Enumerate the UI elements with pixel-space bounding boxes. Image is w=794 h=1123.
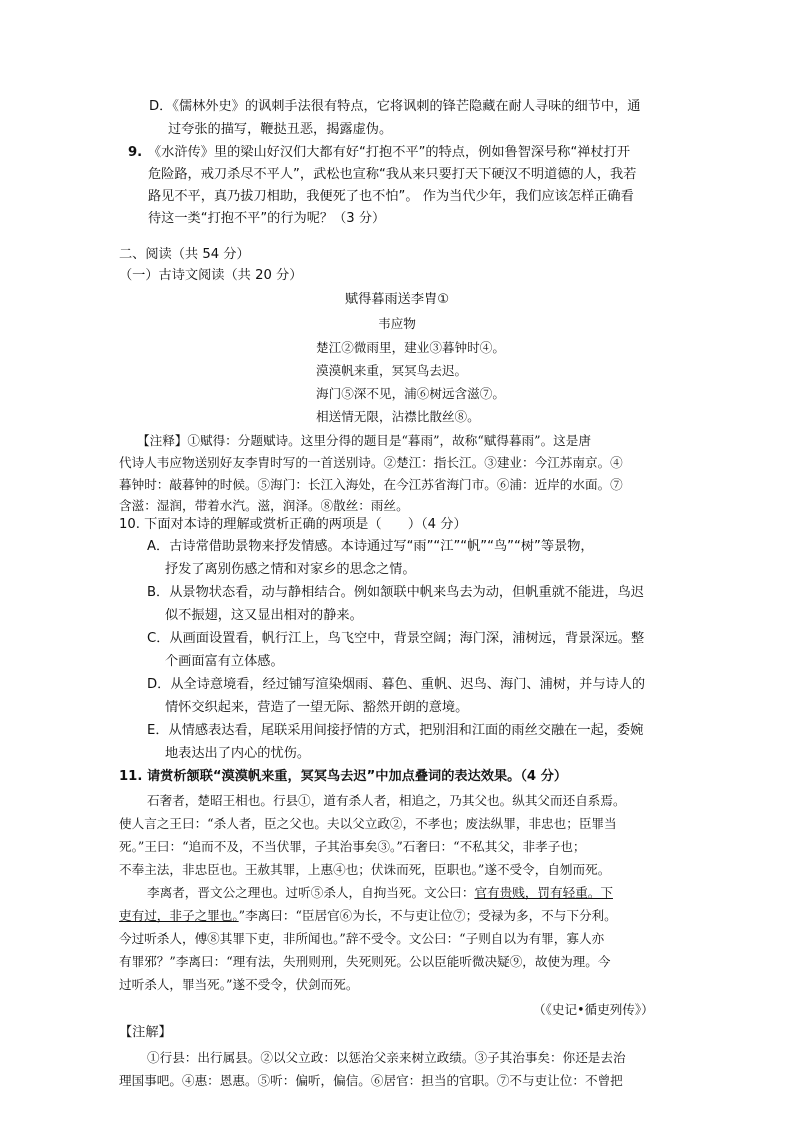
passage-line: 今过听杀人，傅⑧其罪下吏，非所闻也。”辞不受令。文公曰：“子则自以为有罪，寡人亦 — [119, 931, 605, 946]
q10-option-a-cont: 抒发了离别伤感之情和对家乡的思念之情。 — [165, 562, 416, 577]
q10-option-c-cont: 个画面富有立体感。 — [165, 654, 284, 669]
q10-option-b: B．从景物状态看，动与静相结合。例如颔联中帆来鸟去为动，但帆重就不能进，鸟迟 — [147, 585, 644, 600]
poem-title: 赋得暮雨送李胄① — [344, 292, 450, 307]
underlined-sentence: 吏有过，非子之罪也。 — [119, 908, 239, 923]
passage-line: 石奢者，楚昭王相也。行县①，道有杀人者，相追之，乃其父也。纵其父而还自系焉。 — [147, 793, 626, 808]
passage-line: 有罪邪？”李离曰：“理有法，失刑则刑，失死则死。公以臣能听微决疑⑨，故使为理。今 — [119, 954, 611, 969]
underlined-sentence: 官有贵贱，罚有轻重。下 — [474, 885, 613, 900]
poem-notes-line: 代诗人韦应物送别好友李胄时写的一首送别诗。②楚江：指长江。③建业：今江苏南京。④ — [119, 455, 623, 470]
passage-line: 不奉主法，非忠臣也。王赦其罪，上惠④也；伏诛而死，臣职也。”遂不受令，自刎而死。 — [119, 862, 611, 877]
q10-option-c: C．从画面设置看，帆行江上，鸟飞空中，背景空阔；海门深，浦树远，背景深远。整 — [147, 631, 645, 646]
q10-stem: 10. 下面对本诗的理解或赏析正确的两项是（ ）（4 分） — [119, 517, 467, 532]
poem-notes-line: 暮钟时：敲暮钟的时候。⑤海门：长江入海处，在今江苏省海门市。⑥浦：近岸的水面。⑦ — [119, 477, 623, 492]
q10-option-e: E．从情感表达看，尾联采用间接抒情的方式，把别泪和江面的雨丝交融在一起，委婉 — [147, 723, 644, 738]
poem-notes-line: 含滋：湿润，带着水汽。滋，润泽。⑧散丝：雨丝。 — [119, 498, 409, 513]
poem-line: 相送情无限，沾襟比散丝⑧。 — [316, 409, 480, 424]
section-sub-heading: （一）古诗文阅读（共 20 分） — [119, 268, 303, 283]
passage-notes-line: ①行县：出行属县。②以父立政：以惩治父亲来树立政绩。③子其治事矣：你还是去治 — [147, 1050, 626, 1065]
poem-line: 漠漠帆来重，冥冥鸟去迟。 — [316, 363, 468, 378]
passage-line — [147, 884, 613, 902]
q11-stem: 11. 请赏析颔联“漠漠帆来重，冥冥鸟去迟”中加点叠词的表达效果。（4 分） — [119, 769, 568, 784]
q8-option-d-line1: D．《儒林外史》的讽刺手法很有特点，它将讽刺的锋芒隐藏在耐人寻味的细节中，通 — [149, 99, 641, 114]
poem-line: 海门⑤深不见，浦⑥树远含滋⑦。 — [316, 386, 505, 401]
q10-option-e-cont: 地表达出了内心的忧伤。 — [165, 746, 311, 761]
passage-notes-line: 理国事吧。④惠：恩惠。⑤听：偏听，偏信。⑥居官：担当的官职。⑦不与吏让位：不曾把 — [119, 1073, 623, 1088]
passage-segment: ”李离曰：“臣居官⑥为长，不与吏让位⑦；受禄为多，不与下分利。 — [238, 908, 617, 923]
passage-segment: 李离者，晋文公之理也。过听⑤杀人，自拘当死。文公曰： — [147, 885, 475, 900]
poem-author: 韦应物 — [378, 316, 416, 331]
q10-option-b-cont: 似不振翅，这又显出相对的静来。 — [165, 608, 363, 623]
passage-line: 过听杀人，罪当死。”遂不受令，伏剑而死。 — [119, 977, 359, 992]
q9-line: 路见不平，真乃拔刀相助，我便死了也不怕”。 作为当代少年，我们应该怎样正确看 — [148, 189, 634, 204]
q8-option-d-line2: 过夸张的描写，鞭挞丑恶，揭露虚伪。 — [168, 122, 393, 137]
passage-notes-label: 【注解】 — [119, 1025, 172, 1040]
q9-line: 危险路，戒刀杀尽不平人”，武松也宣称“我从来只要打天下硬汉不明道德的人，我若 — [148, 167, 637, 182]
q10-option-a: A．古诗常借助景物来抒发情感。本诗通过写“雨”“江”“帆”“鸟”“树”等景物， — [147, 539, 594, 554]
passage-source: （《史记•循吏列传》） — [533, 1002, 654, 1017]
passage-line: 使人言之王曰：“杀人者，臣之父也。夫以父立政②，不孝也；废法纵罪，非忠也；臣罪当 — [119, 816, 617, 831]
q9-line: 《水浒传》里的梁山好汉们大都有好“打抱不平”的特点，例如鲁智深号称“禅杖打开 — [148, 145, 631, 160]
poem-line: 楚江②微雨里，建业③暮钟时④。 — [316, 340, 505, 355]
poem-notes-line: 【注释】①赋得：分题赋诗。这里分得的题目是“暮雨”，故称“赋得暮雨”。这是唐 — [137, 433, 591, 448]
passage-line: 死。”王曰：“追而不及，不当伏罪，子其治事矣③。”石奢曰：“不私其父，非孝子也； — [119, 839, 586, 854]
passage-line — [119, 907, 617, 925]
section-heading: 二、阅读（共 54 分） — [119, 247, 250, 262]
q9-line: 待这一类“打抱不平”的行为呢？（3 分） — [148, 211, 386, 226]
q10-option-d-cont: 情怀交织起来，营造了一望无际、豁然开朗的意境。 — [165, 700, 469, 715]
q9-number: 9. — [128, 145, 143, 160]
q10-option-d: D．从全诗意境看，经过铺写渲染烟雨、暮色、重帆、迟鸟、海门、浦树，并与诗人的 — [147, 677, 646, 692]
